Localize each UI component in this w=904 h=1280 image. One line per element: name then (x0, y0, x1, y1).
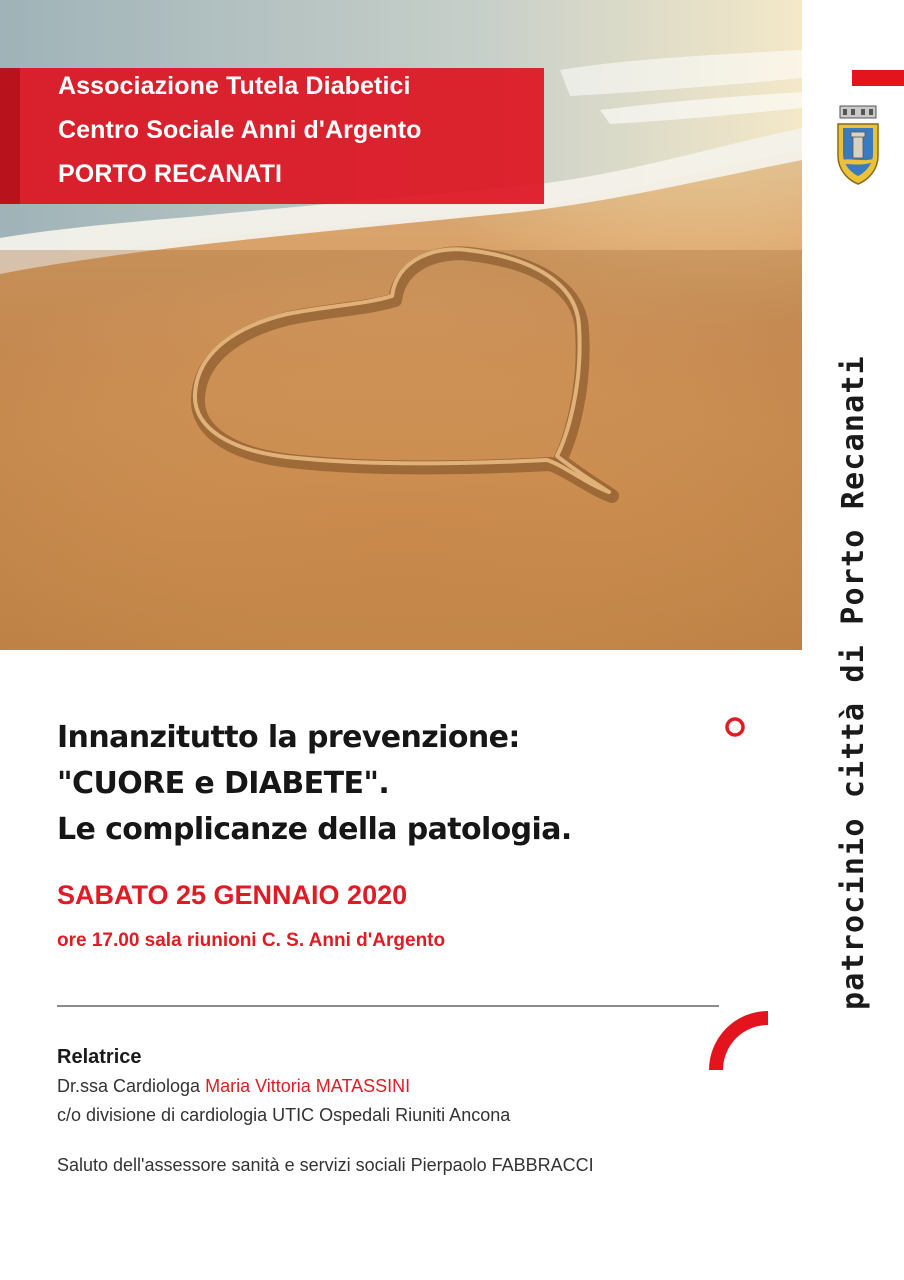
speaker-title: Dr.ssa Cardiologa (57, 1076, 206, 1096)
town-crest-icon (834, 104, 882, 188)
greeting-text: Saluto dell'assessore sanità e servizi sociali Pierpaolo FABBRACCI (57, 1155, 594, 1175)
speaker-label: Relatrice (57, 1046, 142, 1068)
patronage-vertical-text: patrocinio città di Porto Recanati (836, 355, 871, 1010)
speaker-line (57, 1076, 410, 1097)
speaker-name: Maria Vittoria MATASSINI (205, 1076, 411, 1096)
quarter-arc-icon (706, 1008, 772, 1074)
town-name: PORTO RECANATI (58, 160, 283, 188)
event-time-place: ore 17.00 sala riunioni C. S. Anni d'Argento (57, 930, 446, 951)
association-name: Associazione Tutela Diabetici (58, 72, 411, 100)
header-red-edge (0, 68, 20, 204)
ring-icon (724, 716, 746, 738)
title-line-1: Innanzitutto la prevenzione: (57, 720, 520, 755)
divider-line (57, 1005, 719, 1007)
event-date: SABATO 25 GENNAIO 2020 (57, 880, 408, 910)
social-center-name: Centro Sociale Anni d'Argento (58, 116, 422, 144)
hero-photo (0, 0, 802, 650)
title-line-2: "CUORE e DIABETE". (57, 766, 390, 801)
title-line-3: Le complicanze della patologia. (57, 812, 572, 847)
speaker-affiliation: c/o divisione di cardiologia UTIC Ospedali Riuniti Ancona (57, 1105, 511, 1125)
accent-bar (852, 70, 904, 86)
header-banner (20, 68, 544, 204)
event-title (57, 715, 717, 853)
